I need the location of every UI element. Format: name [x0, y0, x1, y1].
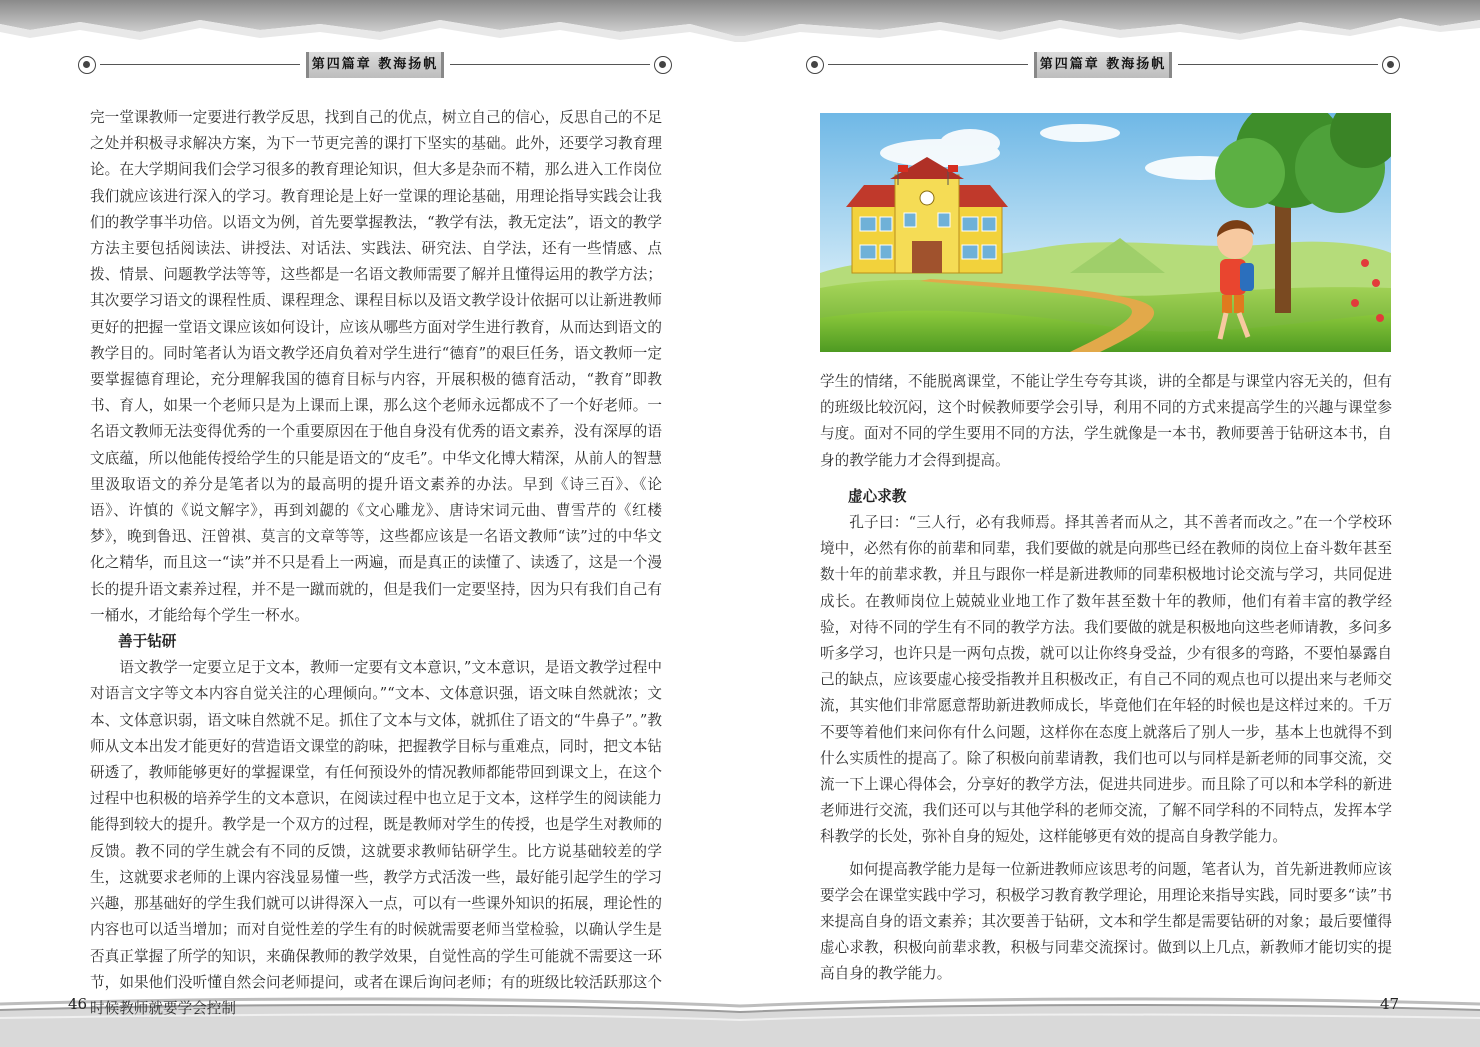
chapter-label: 第四篇章 教海扬帆	[1028, 52, 1178, 78]
header-ornament-icon	[806, 56, 824, 74]
running-header	[78, 52, 672, 78]
paragraph: 语文教学一定要立足于文本，教师一定要有文本意识，”文本意识，是语文教学过程中对语言文字等文本内容自觉关注的心理倾向。”“文本、文体意识强，语文味自然就浓；文本、文体意识弱，语文味自然就不足。抓住了文本与文体，就抓住了语文的“牛鼻子”。”教师从文本出发才能更好的营造语文课堂的韵味，把握教学目标与重难点，同时，把文本钻研透了，教师能够更好的掌握课堂，有任何预设外的情况教师都能带回到课文上，在这个过程中也积极的培养学生的文本意识，在阅读过程中也立足于文本，这样学生的阅读能力能得到较大的提升。教学是一个双方的过程，既是教师对学生的传授，也是学生对教师的反馈。教不同的学生就会有不同的反馈，这就要求教师钻研学生。比方说基础较差的学生，这就要求老师的上课内容浅显易懂一些，教学方式活泼一些，最好能引起学生的学习兴趣，那基础好的学生我们就可以讲得深入一点，可以有一些课外知识的拓展，理论性的内容也可以适当增加；而对自觉性差的学生有的时候就需要老师当堂检验，以确认学生是否真正掌握了所学的知识，来确保教师的教学效果，自觉性高的学生可能就不需要这一环节，如果他们没听懂自然会问老师提问，或者在课后询问老师；有的班级比较活跃那这个时候教师就要学会控制	[90, 659, 662, 1017]
running-header	[806, 52, 1400, 78]
header-ornament-icon	[654, 56, 672, 74]
paragraph: 学生的情绪，不能脱离课堂，不能让学生夸夸其谈，讲的全都是与课堂内容无关的，但有的班级比较沉闷，这个时候教师要学会引导，利用不同的方式来提高学生的兴趣与课堂参与度。面对不同的学生要用不同的方法，学生就像是一本书，教师要善于钻研这本书，自身的教学能力才会得到提高。	[820, 373, 1392, 469]
section-heading: 虚心求教	[848, 487, 907, 505]
chapter-label: 第四篇章 教海扬帆	[300, 52, 450, 78]
right-page	[740, 0, 1480, 1047]
paragraph: 孔子曰：“三人行，必有我师焉。择其善者而从之，其不善者而改之。”在一个学校环境中，必然有你的前辈和同辈，我们要做的就是向那些已经在教师的岗位上奋斗数年甚至数十年的前辈求教，并且与跟你一样是新进教师的同辈积极地讨论交流与学习，共同促进成长。在教师岗位上兢兢业业地工作了数年甚至数十年的教师，他们有着丰富的教学经验，对待不同的学生有不同的教学方法。我们要做的就是积极地向这些老师请教，多问多听多学习，也许只是一两句点拨，就可以让你终身受益，少有很多的弯路，不要怕暴露自己的缺点，应该要虚心接受指教并且积极改正，有自己不同的观点也可以提出来与老师交流，其实他们非常愿意帮助新进教师成长，毕竟他们在年轻的时候也是这样过来的。千万不要等着他们来问你有什么问题，这样你在态度上就落后了别人一步，基本上也就得不到什么实质性的提高了。除了积极向前辈请教，我们也可以与同样是新老师的同事交流，交流一下上课心得体会，分享好的教学方法，促进共同进步。而且除了可以和本学科的新进老师进行交流，我们还可以与其他学科的老师交流，了解不同学科的不同特点，发挥本学科教学的长处，弥补自身的短处，这样能够更有效的提高自身教学能力。	[820, 514, 1392, 846]
section-heading: 善于钻研	[118, 633, 177, 651]
header-ornament-icon	[1382, 56, 1400, 74]
paragraph: 完一堂课教师一定要进行教学反思，找到自己的优点，树立自己的信心，反思自己的不足之处并积极寻求解决方案，为下一节更完善的课打下坚实的基础。此外，还要学习教育理论。在大学期间我们会学习很多的教育理论知识，但大多是杂而不精，那么进入工作岗位我们就应该进行深入的学习。教育理论是上好一堂课的理论基础，用理论指导实践会让我们的教学事半功倍。以语文为例，首先要掌握教法，“教学有法，教无定法”，语文的教学方法主要包括阅读法、讲授法、对话法、实践法、研究法、自学法，还有一些情感、点拨、情景、问题教学法等等，这些都是一名语文教师需要了解并且懂得运用的教学方法；其次要学习语文的课程性质、课程理念、课程目标以及语文教学设计依据可以让新进教师更好的把握一堂语文课应该如何设计，应该从哪些方面对学生进行教育，从而达到语文的教学目的。同时笔者认为语文教学还肩负着对学生进行“德育”的艰巨任务，语文教师一定要掌握德育理论，充分理解我国的德育目标与内容，开展积极的德育活动，“教育”即教书、育人，如果一个老师只是为上课而上课，那么这个老师永远都成不了一个好老师。一名语文教师无法变得优秀的一个重要原因在于他自身没有优秀的语文素养，没有深厚的语文底蕴，所以他能传授给学生的只能是语文的“皮毛”。中华文化博大精深，从前人的智慧里汲取语文的养分是笔者以为的最高明的提升语文素养的办法。早到《诗三百》、《论语》、许慎的《说文解字》，再到刘勰的《文心雕龙》、唐诗宋词元曲、曹雪芹的《红楼梦》，晚到鲁迅、汪曾祺、莫言的文章等等，这些都应该是一名语文教师“读”过的中华文化之精华，而且这一“读”并不只是看上一两遍，而是真正的读懂了、读透了，这是一个漫长的提升语文素养过程，并不是一蹴而就的，但是我们一定要坚持，因为只有我们自己有一桶水，才能给每个学生一杯水。	[90, 109, 662, 624]
paragraph: 如何提高教学能力是每一位新进教师应该思考的问题，笔者认为，首先新进教师应该要学会在课堂实践中学习，积极学习教育教学理论，用理论来指导实践，同时要多“读”书来提高自身的语文素养；其次要善于钻研，文本和学生都是需要钻研的对象；最后要懂得虚心求教，积极向前辈求教，积极与同辈交流探讨。做到以上几点，新教师才能切实的提高自身的教学能力。	[820, 860, 1392, 983]
page-number: 46	[68, 995, 88, 1013]
body-text	[90, 105, 662, 1022]
page-number: 47	[1380, 995, 1400, 1013]
school-illustration	[820, 113, 1391, 352]
body-text	[820, 369, 1392, 988]
header-ornament-icon	[78, 56, 96, 74]
